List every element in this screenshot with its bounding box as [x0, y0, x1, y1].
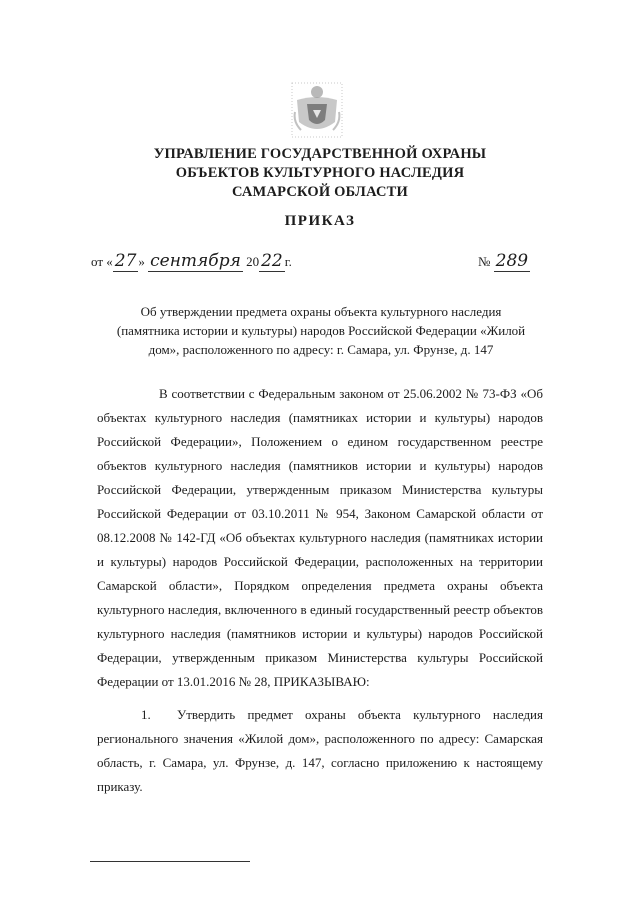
subject-line-2: (памятника истории и культуры) народов Российской Федерации «Жилой — [116, 323, 526, 338]
order-date — [91, 251, 292, 271]
date-year: 22 — [261, 251, 283, 271]
order-number — [478, 251, 530, 271]
date-suffix: г. — [284, 254, 292, 269]
agency-name-line-2: ОБЪЕКТОВ КУЛЬТУРНОГО НАСЛЕДИЯ — [175, 165, 465, 181]
subject-line-1: Об утверждении предмета охраны объекта культурного наследия — [140, 304, 502, 319]
subject-line-3: дом», расположенного по адресу: г. Самара, ул. Фрунзе, д. 147 — [148, 342, 494, 357]
date-month: сентября — [150, 251, 241, 271]
date-separator: » — [138, 254, 145, 269]
item-text: Утвердить предмет охраны объекта культурного наследия регионального значения «Жилой дом», расположенного по адресу: Самарская область, г. Самара, ул. Фрунзе, д. 147, согласно приложению к настоящему приказу. — [97, 707, 543, 794]
document-type-title: ПРИКАЗ — [284, 213, 356, 229]
number-prefix: № — [478, 254, 491, 269]
agency-name-line-1: УПРАВЛЕНИЕ ГОСУДАРСТВЕННОЙ ОХРАНЫ — [153, 146, 487, 162]
order-item-1 — [97, 703, 543, 799]
number-value: 289 — [495, 251, 529, 271]
preamble-paragraph: В соответствии с Федеральным законом от 25.06.2002 № 73-ФЗ «Об объектах культурного наследия (памятниках истории и культуры) народов Российской Федерации», Положением о едином государственном реестре объектов культурного наследия (памятников истории и культуры) народов Российской Федерации, утвержденным приказом Министерства культуры Российской Федерации от 03.10.2011 № 954, Законом Самарской области от 08.12.2008 № 142-ГД «Об объектах культурного наследия (памятниках истории и культуры) народов Российской Федерации, расположенных на территории Самарской области», Порядком определения предмета охраны объекта культурного наследия, включенного в единый государственный реестр объектов культурного наследия (памятников истории и культуры) народов Российской Федерации, утвержденным приказом Министерства культуры Российской Федерации от 13.01.2016 № 28, ПРИКАЗЫВАЮ: — [97, 386, 543, 689]
date-year-prefix: 20 — [246, 254, 260, 269]
date-prefix: от « — [91, 254, 113, 269]
item-number: 1. — [141, 707, 151, 722]
footnote-divider — [90, 861, 250, 862]
agency-name-line-3: САМАРСКОЙ ОБЛАСТИ — [231, 184, 409, 200]
order-subject — [108, 302, 534, 359]
date-day: 27 — [114, 251, 137, 271]
coat-of-arms-icon — [291, 82, 343, 138]
